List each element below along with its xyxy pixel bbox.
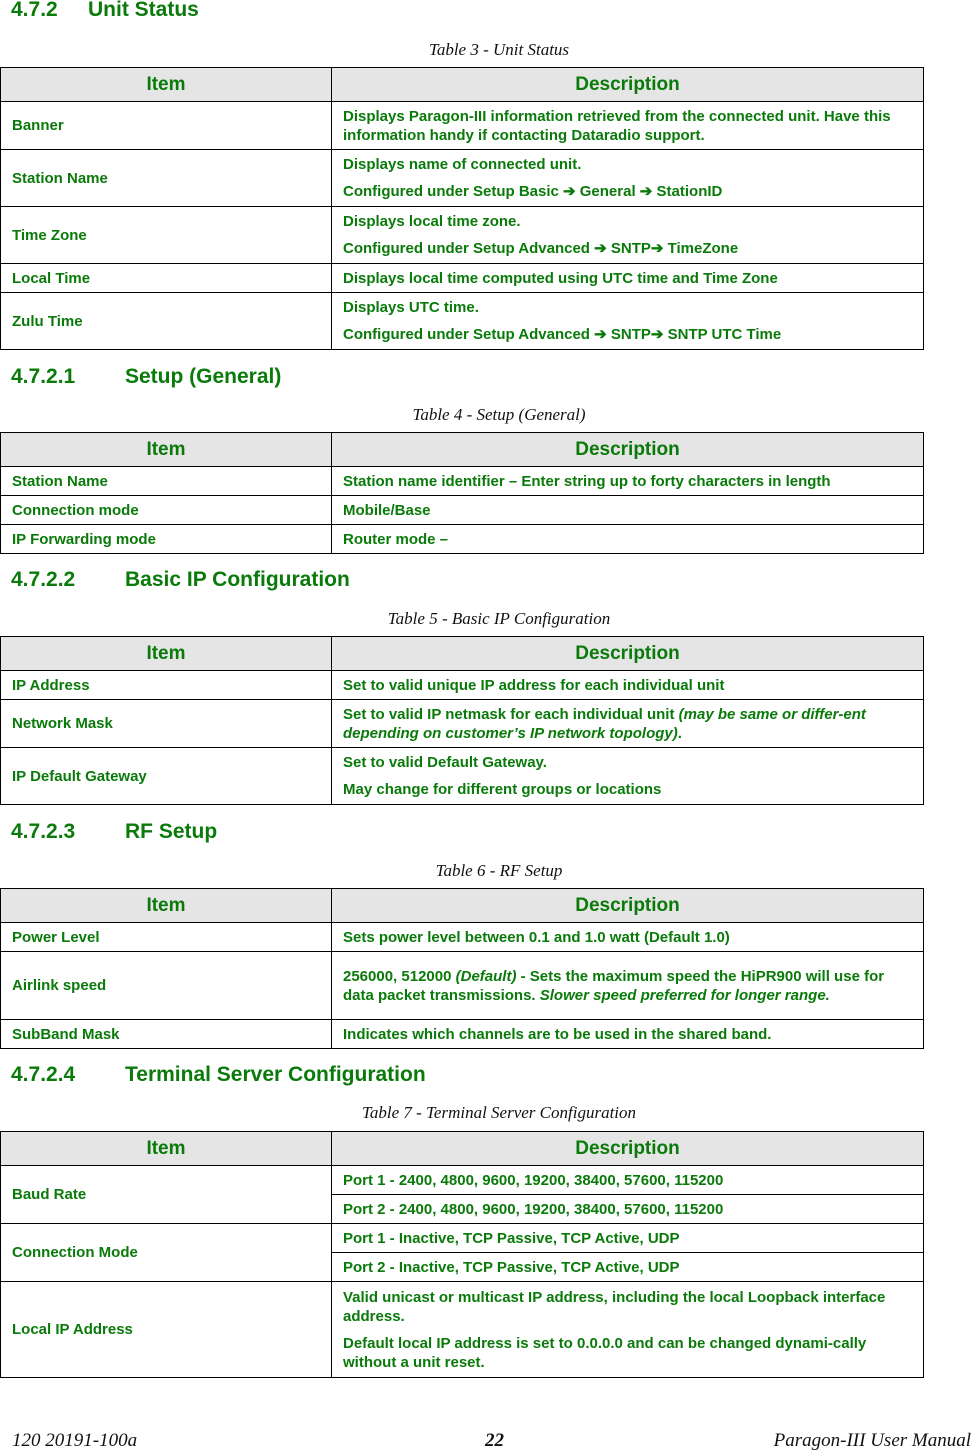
basic-ip-table (0, 636, 924, 805)
section-number: 4.7.2 (11, 0, 58, 21)
table-row (1, 496, 924, 525)
item-cell: IP Address (1, 671, 332, 700)
description-line: Configured under Setup Advanced ➔ SNTP➔ SNTP UTC Time (343, 326, 782, 343)
description-cell: Displays local time computed using UTC time and Time Zone (332, 264, 924, 293)
item-cell: Baud Rate (1, 1166, 332, 1224)
description-cell: Set to valid unique IP address for each individual unit (332, 671, 924, 700)
table-row (1, 1282, 924, 1378)
column-header-description: Description (332, 433, 924, 467)
item-cell: IP Default Gateway (1, 748, 332, 805)
description-line: Displays UTC time. (343, 299, 479, 316)
description-cell (332, 207, 924, 264)
description-line: Default local IP address is set to 0.0.0.0 and can be changed dynami-cally without a unit reset. (343, 1334, 867, 1371)
description-cell: Indicates which channels are to be used in the shared band. (332, 1020, 924, 1049)
table-row (1, 748, 924, 805)
table-row (1, 700, 924, 748)
column-header-item: Item (1, 637, 332, 671)
column-header-description: Description (332, 68, 924, 102)
description-cell (332, 1282, 924, 1378)
page-number: 22 (485, 1430, 504, 1451)
column-header-description: Description (332, 1132, 924, 1166)
description-text: - Sets the maximum speed the HiPR900 will use for data packet transmissions. (343, 967, 885, 1004)
description-punct: . (677, 724, 682, 742)
description-cell (332, 748, 924, 805)
description-cell (332, 700, 924, 748)
item-cell: Zulu Time (1, 293, 332, 350)
description-cell (332, 293, 924, 350)
item-cell: Station Name (1, 150, 332, 207)
section-number: 4.7.2.3 (11, 820, 76, 843)
item-cell: Connection mode (1, 496, 332, 525)
description-line: Valid unicast or multicast IP address, including the local Loopback interface address. (343, 1288, 886, 1325)
description-cell: Port 1 - 2400, 4800, 9600, 19200, 38400, 57600, 115200 (332, 1166, 924, 1195)
description-cell: Router mode – (332, 525, 924, 554)
description-cell: Port 2 - Inactive, TCP Passive, TCP Active, UDP (332, 1253, 924, 1282)
table-row (1, 102, 924, 150)
table-row (1, 671, 924, 700)
table-row (1, 293, 924, 350)
item-cell: Connection Mode (1, 1224, 332, 1282)
description-cell (332, 150, 924, 207)
item-cell: Local IP Address (1, 1282, 332, 1378)
table-row (1, 264, 924, 293)
item-cell: Network Mask (1, 700, 332, 748)
column-header-item: Item (1, 1132, 332, 1166)
item-cell: Airlink speed (1, 952, 332, 1020)
table-header-row (1, 1132, 924, 1166)
default-tag: (Default) (455, 967, 517, 985)
section-number: 4.7.2.2 (11, 568, 76, 591)
column-header-description: Description (332, 889, 924, 923)
table-row (1, 952, 924, 1020)
unit-status-table (0, 67, 924, 350)
table-row (1, 923, 924, 952)
description-line: Set to valid Default Gateway. (343, 754, 547, 771)
table-row (1, 1224, 924, 1253)
section-title: Unit Status (88, 0, 199, 21)
setup-general-table (0, 432, 924, 554)
table-row (1, 150, 924, 207)
table-row (1, 525, 924, 554)
column-header-item: Item (1, 889, 332, 923)
description-line: Displays local time zone. (343, 213, 521, 230)
description-cell: Displays Paragon-III information retrieved from the connected unit. Have this information handy if contacting Dataradio support. (332, 102, 924, 150)
description-cell: Mobile/Base (332, 496, 924, 525)
section-number: 4.7.2.4 (11, 1063, 76, 1086)
section-heading-4-7-2-1 (11, 365, 281, 389)
description-line: Displays name of connected unit. (343, 156, 582, 173)
item-cell: Local Time (1, 264, 332, 293)
item-cell: Station Name (1, 467, 332, 496)
column-header-description: Description (332, 637, 924, 671)
item-cell: SubBand Mask (1, 1020, 332, 1049)
description-cell: Station name identifier – Enter string up to forty characters in length (332, 467, 924, 496)
rf-setup-table (0, 888, 924, 1049)
speed-values: 256000, 512000 (343, 967, 452, 985)
description-cell (332, 952, 924, 1020)
section-heading-4-7-2-3 (11, 820, 217, 844)
table-header-row (1, 637, 924, 671)
column-header-item: Item (1, 68, 332, 102)
section-heading-4-7-2 (11, 0, 199, 22)
description-line: May change for different groups or locations (343, 781, 662, 798)
manual-title: Paragon-III User Manual (773, 1430, 971, 1451)
page-footer (0, 1430, 975, 1452)
section-number: 4.7.2.1 (11, 365, 76, 388)
table-row (1, 1020, 924, 1049)
section-title: Setup (General) (125, 365, 282, 388)
item-cell: Banner (1, 102, 332, 150)
document-number: 120 20191-100a (12, 1430, 138, 1451)
table-row (1, 467, 924, 496)
table-row (1, 207, 924, 264)
section-heading-4-7-2-2 (11, 568, 350, 592)
table-header-row (1, 433, 924, 467)
description-cell: Sets power level between 0.1 and 1.0 watt (Default 1.0) (332, 923, 924, 952)
description-note: (may be same or differ-ent depending on customer’s IP network topology) (343, 705, 866, 742)
table-caption: Table 6 - RF Setup (435, 861, 563, 880)
section-title: Basic IP Configuration (125, 568, 350, 591)
table-header-row (1, 68, 924, 102)
section-heading-4-7-2-4 (11, 1063, 426, 1087)
description-cell: Port 1 - Inactive, TCP Passive, TCP Active, UDP (332, 1224, 924, 1253)
table-caption: Table 3 - Unit Status (428, 40, 570, 59)
table-caption: Table 4 - Setup (General) (412, 405, 586, 424)
item-cell: Time Zone (1, 207, 332, 264)
table-row (1, 1166, 924, 1195)
description-line: Configured under Setup Basic ➔ General ➔ StationID (343, 183, 723, 200)
column-header-item: Item (1, 433, 332, 467)
table-caption: Table 5 - Basic IP Configuration (387, 609, 611, 628)
section-title: RF Setup (125, 820, 218, 843)
description-note: Slower speed preferred for longer range. (539, 986, 830, 1004)
description-text: Set to valid IP netmask for each individual unit (343, 705, 675, 723)
item-cell: IP Forwarding mode (1, 525, 332, 554)
table-caption: Table 7 - Terminal Server Configuration (361, 1103, 637, 1122)
description-line: Configured under Setup Advanced ➔ SNTP➔ TimeZone (343, 240, 739, 257)
description-cell: Port 2 - 2400, 4800, 9600, 19200, 38400, 57600, 115200 (332, 1195, 924, 1224)
item-cell: Power Level (1, 923, 332, 952)
section-title: Terminal Server Configuration (125, 1063, 426, 1086)
table-header-row (1, 889, 924, 923)
terminal-server-table (0, 1131, 924, 1378)
